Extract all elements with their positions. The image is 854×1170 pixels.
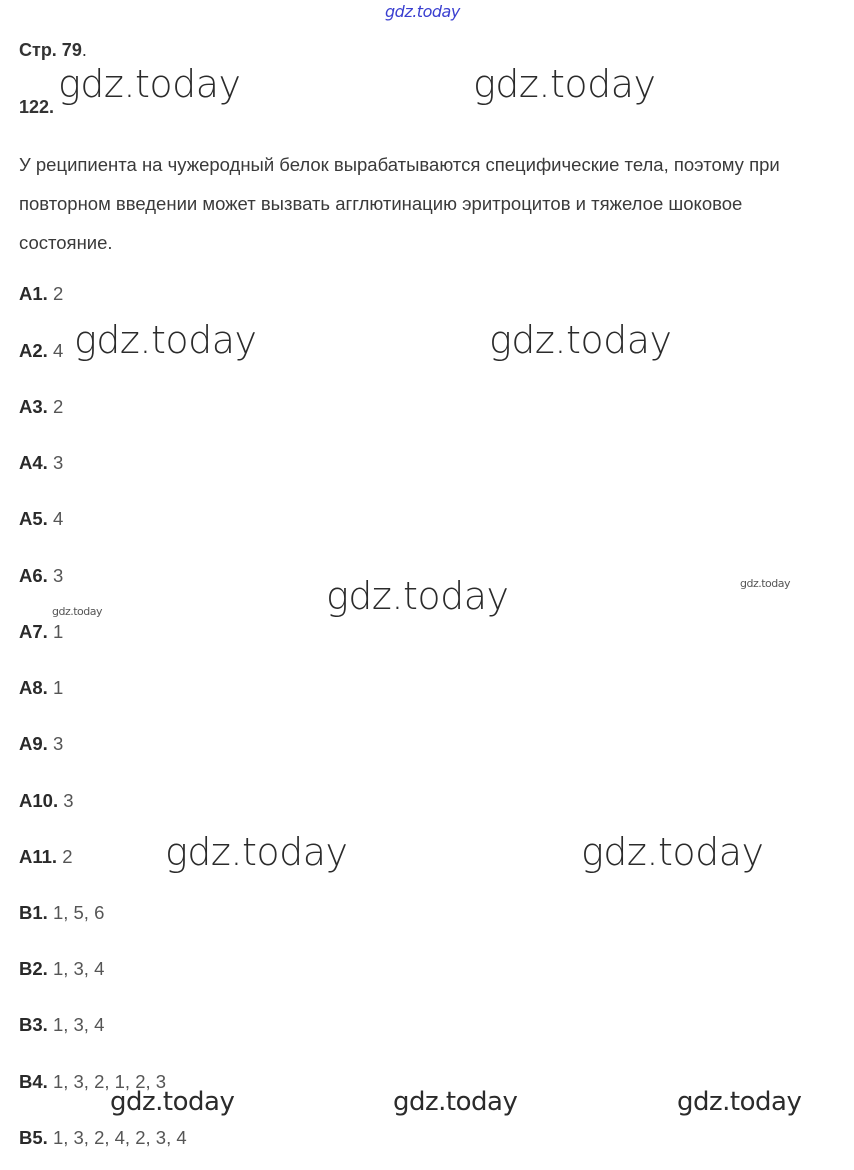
watermark: gdz.today [52, 605, 103, 618]
answer-row [19, 733, 63, 755]
answer-value: 1, 3, 4 [52, 1014, 105, 1035]
answer-value: 2 [52, 396, 64, 417]
page-reference-dot: . [81, 40, 87, 60]
watermark: gdz.today [165, 830, 348, 874]
answer-value: 1 [52, 677, 64, 698]
answer-label: А10. [19, 790, 59, 811]
answer-value: 3 [52, 733, 64, 754]
answer-label: А5. [19, 508, 48, 529]
watermark: gdz.today [489, 318, 672, 362]
answer-row [19, 283, 63, 305]
answer-row [19, 790, 74, 812]
answer-label: А8. [19, 677, 48, 698]
answer-value: 4 [52, 340, 64, 361]
answer-row [19, 958, 104, 980]
answer-label: А2. [19, 340, 48, 361]
answer-label: В1. [19, 902, 48, 923]
answer-row [19, 396, 63, 418]
answer-row [19, 1127, 187, 1149]
answer-label: В5. [19, 1127, 48, 1148]
answer-label: А4. [19, 452, 48, 473]
answer-value: 3 [52, 565, 64, 586]
answer-row [19, 902, 104, 924]
answer-value: 3 [63, 790, 74, 811]
answer-row [19, 846, 73, 868]
page-reference-label: Стр. 79 [19, 40, 82, 60]
answer-row [19, 565, 63, 587]
watermark: gdz.today [677, 1087, 802, 1117]
page-reference [19, 40, 87, 61]
answer-value: 4 [52, 508, 64, 529]
watermark: gdz.today [326, 574, 509, 618]
watermark: gdz.today [393, 1087, 518, 1117]
task-number: 122. [19, 97, 55, 117]
answer-row [19, 452, 63, 474]
answer-value: 2 [52, 283, 64, 304]
watermark: gdz.today [74, 318, 257, 362]
watermark: gdz.today [110, 1087, 235, 1117]
answer-label: А6. [19, 565, 48, 586]
watermark: gdz.today [581, 830, 764, 874]
answer-value: 3 [52, 452, 64, 473]
answer-paragraph: У реципиента на чужеродный белок вырабатываются специфические тела, поэтому при повторном введении может вызвать агглютинацию эритроцитов и тяжелое шоковое состояние. [19, 154, 780, 253]
answer-value: 1 [52, 621, 64, 642]
watermark: gdz.today [58, 62, 241, 106]
answer-row [19, 340, 63, 362]
watermark: gdz.today [740, 577, 791, 590]
answer-label: А3. [19, 396, 48, 417]
answer-label: А11. [19, 846, 58, 867]
answer-label: В2. [19, 958, 48, 979]
answer-label: В4. [19, 1071, 48, 1092]
answer-label: А1. [19, 283, 48, 304]
answer-value: 1, 3, 2, 4, 2, 3, 4 [52, 1127, 187, 1148]
answer-value: 2 [62, 846, 73, 867]
answer-label: А9. [19, 733, 48, 754]
answer-row [19, 508, 63, 530]
answer-label: В3. [19, 1014, 48, 1035]
answer-value: 1, 5, 6 [52, 902, 105, 923]
answer-row [19, 621, 63, 643]
answer-label: А7. [19, 621, 48, 642]
answer-value: 1, 3, 4 [52, 958, 105, 979]
answer-value: 1, 3, 2, 1, 2, 3 [52, 1071, 167, 1092]
header-watermark: gdz.today [385, 2, 460, 21]
watermark: gdz.today [473, 62, 656, 106]
answer-row [19, 1014, 104, 1036]
answer-row [19, 677, 63, 699]
